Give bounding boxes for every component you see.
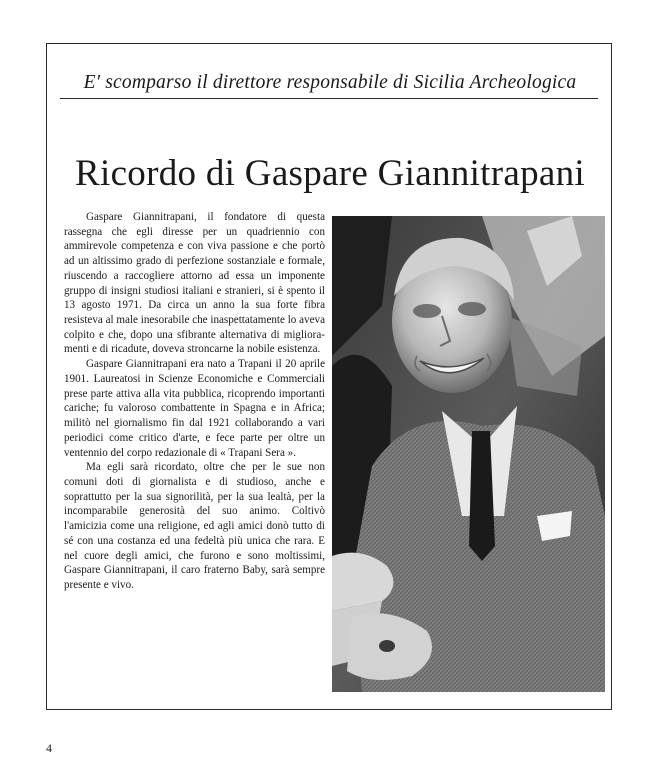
portrait-photo	[332, 216, 605, 692]
article-paragraph-1: Gaspare Giannitrapani, il fondatore di questa rassegna che egli diresse per un quadriennio con ammirevole competenza e con viva passione e che portò ad un altissimo grado di perfezione sostanziale e formale, riuscendo a raccogliere attorno ad essa un imponente gruppo di insigni studiosi italiani e stranieri, si è spento il 13 agosto 1971. Da circa un anno la sua forte fibra resisteva al male inesorabile che inaspettatamente lo aveva colpito e che, dopo una sfibrante alternativa di miglioramenti e di ricadute, doveva stroncarne la nobile esistenza.	[64, 211, 325, 356]
article-title: Ricordo di Gaspare Giannitrapani	[75, 153, 585, 194]
page-number: 4	[46, 741, 52, 755]
article-body	[64, 210, 325, 593]
article-kicker: E' scomparso il direttore responsabile di Sicilia Archeologica	[83, 72, 577, 93]
article-paragraph-2: Gaspare Giannitrapani era nato a Trapani il 20 aprile 1901. Laureatosi in Scienze Economiche e Commerciali prese parte attiva alla vita pubblica, ricoprendo importanti cariche; fu valoroso combattente in Spagna e in Africa; militò nel giornalismo fin dal 1921 collaborando a vari periodici come critico d'arte, e fece parte per oltre un ventennio del corpo redazionale di « Trapani Sera ».	[64, 358, 325, 459]
kicker-rule	[60, 98, 598, 99]
article-paragraph-3: Ma egli sarà ricordato, oltre che per le sue non comuni doti di giornalista e di studioso, anche e soprattutto per la sua signorilità, per la sua lealtà, per la incomparabile generosità del suo animo. Coltivò l'amicizia come una religione, ed agli amici donò tutto di sé con una costanza ed una fedeltà più unica che rara. E nel cuore degli amici, che furono e sono moltissimi, Gaspare Giannitrapani, il caro fraterno Baby, sarà sempre presente e vivo.	[64, 461, 325, 591]
